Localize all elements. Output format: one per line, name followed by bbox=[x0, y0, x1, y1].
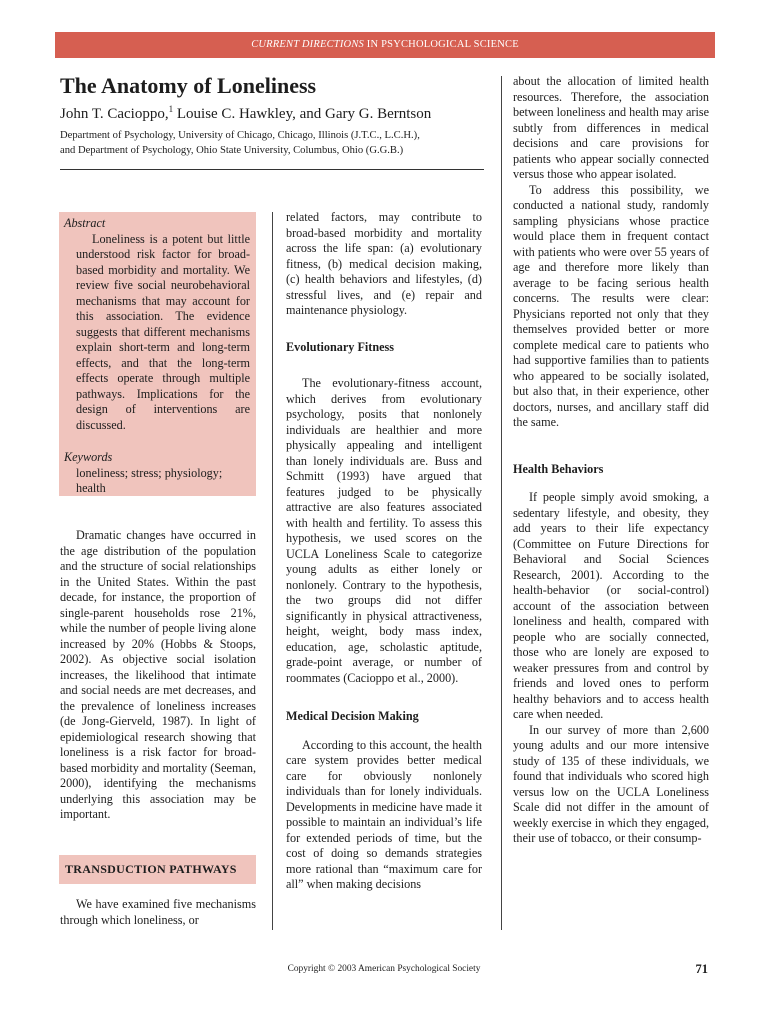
author-line bbox=[60, 103, 431, 125]
column-divider-left bbox=[272, 212, 273, 930]
heading-medical-decision-making: Medical Decision Making bbox=[286, 709, 419, 723]
heading-evolutionary-fitness: Evolutionary Fitness bbox=[286, 339, 395, 354]
keywords-label: Keywords bbox=[64, 450, 113, 464]
abstract-box bbox=[59, 212, 256, 496]
body-paragraph: According to this account, the health care system provides better medical care for obviously nonlonely individuals than for lonely individuals. Developments in medicine have made it possible to maintain an individual’s life for extended periods of time, but the cost of doing so demands strategies more rational than “maximum care for all” when making decisions bbox=[286, 737, 482, 891]
section-heading-transduction-pathways: TRANSDUCTION PATHWAYS bbox=[59, 855, 256, 884]
column-1-bottom bbox=[60, 897, 256, 928]
abstract-label: Abstract bbox=[64, 216, 106, 230]
banner-text: IN PSYCHOLOGICAL SCIENCE bbox=[363, 39, 519, 50]
author-1: John T. Cacioppo, bbox=[60, 106, 169, 122]
article-title: The Anatomy of Loneliness bbox=[60, 73, 317, 98]
affiliation-line-1: Department of Psychology, University of Chicago, Chicago, Illinois (J.T.C., L.C.H.), bbox=[60, 130, 420, 141]
column-divider-right bbox=[501, 76, 502, 930]
author-1-footnote-marker: 1 bbox=[168, 104, 174, 114]
column-1 bbox=[60, 528, 256, 823]
other-authors: Louise C. Hawkley, and Gary G. Berntson bbox=[173, 106, 432, 122]
column-2 bbox=[286, 210, 482, 893]
body-paragraph: In our survey of more than 2,600 young adults and our more intensive study of 135 of these individuals, we found that individuals who scored high versus low on the UCLA Loneliness Scale did not differ in the amount of weekly exercise in which they engaged, their use of tobacco, or their consump- bbox=[513, 722, 709, 845]
body-paragraph: If people simply avoid smoking, a sedentary lifestyle, and obesity, they add years to their life expectancy (Committee on Future Directions for Behavioral and Social Sciences Research, 2001). According to the health-behavior (or social-control) account of the association between loneliness and health, compared with people who are socially connected, those who are lonely are exposed to weaker pressures from and control by friends and loved ones to perform healthy behaviors and to access health care when needed. bbox=[513, 490, 709, 721]
header-divider bbox=[60, 169, 484, 170]
affiliation-line-2: and Department of Psychology, Ohio State University, Columbus, Ohio (G.G.B.) bbox=[60, 145, 404, 156]
body-paragraph: We have examined five mechanisms through which loneliness, or bbox=[60, 897, 256, 927]
heading-health-behaviors: Health Behaviors bbox=[513, 461, 604, 476]
body-paragraph: To address this possibility, we conducted a national study, randomly sampling physicians whose practice would place them in frequent contact with patients who were over 55 years of age and therefore more likely than average to be facing serious health concerns. The results were clear: Physicians reported not only that they themselves provided better or more complete medical care to patients who had supportive families than to patients who appeared to be socially isolated, but also that, in their experience, other doctors, nurses, and ancillary staff did the same. bbox=[513, 182, 709, 429]
abstract-text: Loneliness is a potent but little understood risk factor for broad-based morbidity and mortality. We review five social neurobehavioral mechanisms that may account for this association. The evidence suggests that different mechanisms explain short-term and long-term effects, and that the long-term effects operate through multiple pathways. Implications for the design of interventions are discussed. bbox=[76, 231, 250, 432]
banner-italic-text: CURRENT DIRECTIONS bbox=[251, 39, 364, 50]
copyright-footer: Copyright © 2003 American Psychological Society bbox=[287, 964, 481, 974]
page-number: 71 bbox=[695, 962, 708, 976]
body-paragraph: about the allocation of limited health resources. Therefore, the association between loneliness and health may arise subtly from differences in medical decisions and care provisions for patients who appear socially connected versus those who appear isolated. bbox=[513, 74, 709, 181]
body-paragraph: Dramatic changes have occurred in the age distribution of the population and the structure of social relationships in the United States. Within the past decade, for instance, the proportion of single-parent households rose 21%, while the number of people living alone increased by 20% (Hobbs & Stoops, 2002). As objective social isolation increases, the likelihood that intimate and social needs are met decreases, and the prevalence of loneliness increases (de Jong-Gierveld, 1987). In light of epidemiological research showing that loneliness is a risk factor for broad-based morbidity and mortality (Seeman, 2000), identifying the mechanisms underlying this association may be important. bbox=[60, 528, 256, 821]
journal-banner bbox=[55, 32, 715, 58]
body-paragraph: The evolutionary-fitness account, which derives from evolutionary psychology, posits that nonlonely individuals are healthier and more physically appealing and intelligent than lonely individuals are. Buss and Schmitt (1993) have argued that features judged to be physically attractive are also features associated with health and fertility. To assess this hypothesis, we used scores on the UCLA Loneliness Scale to categorize young adults as either lonely or nonlonely. Contrary to the hypothesis, the two groups did not differ significantly in physical attractiveness, height, weight, body mass index, education, age, scholastic aptitude, grade-point average, or number of roommates (Cacioppo et al., 2000). bbox=[286, 376, 482, 685]
affiliations bbox=[60, 128, 490, 158]
body-paragraph: related factors, may contribute to broad-based morbidity and mortality across the life span: (a) evolutionary fitness, (b) medical decision making, (c) health behaviors and lifestyles, (d) stressful lives, and (e) repair and maintenance physiology. bbox=[286, 210, 482, 317]
column-3 bbox=[513, 74, 709, 847]
keywords-text: loneliness; stress; physiology; health bbox=[76, 465, 223, 495]
